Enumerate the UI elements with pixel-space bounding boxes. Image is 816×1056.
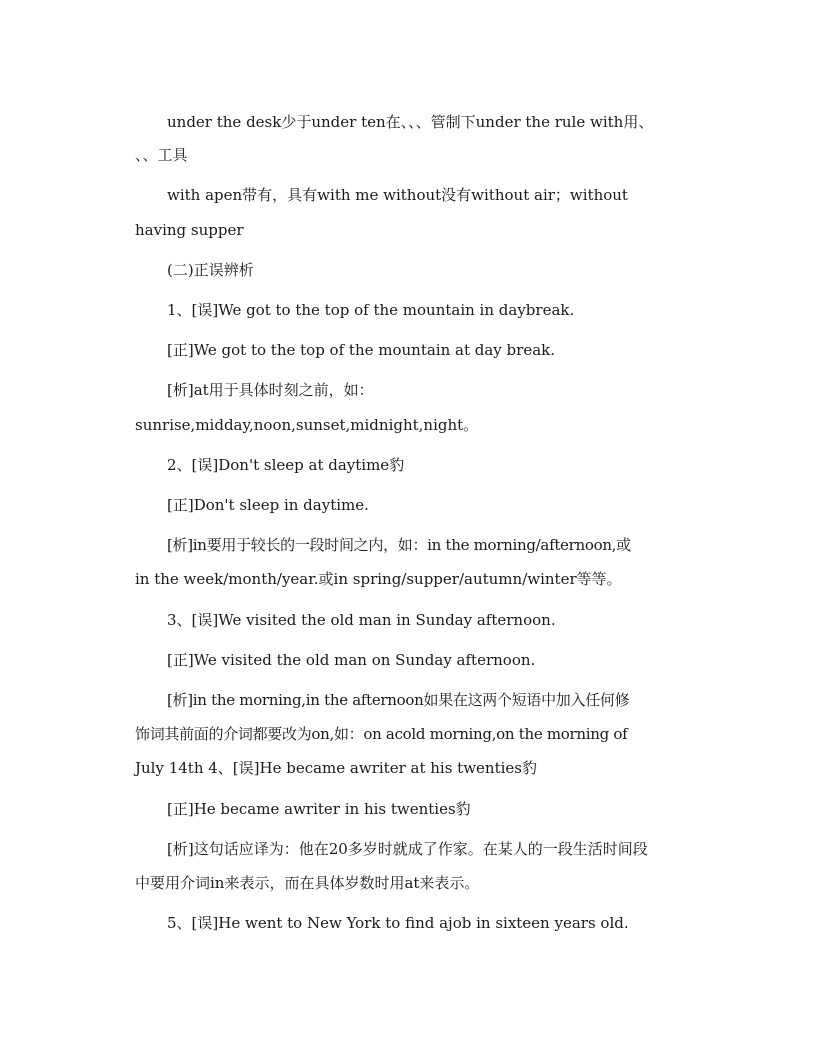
text-line: 饰词其前面的介词都要改为on,如：on acold morning,on the morning of <box>135 725 628 743</box>
section-heading: (二)正误辨析 <box>167 261 254 279</box>
text-line: 3、[误]We visited the old man in Sunday afternoon. <box>167 611 556 629</box>
text-line: 5、[误]He went to New York to find ajob in sixteen years old. <box>167 914 629 932</box>
text-line: under the desk少于under ten在、、、管制下under the rule with用、 <box>167 113 654 131</box>
text-line: 中要用介词in来表示，而在具体岁数时用at来表示。 <box>135 874 480 892</box>
text-line: [析]in the morning,in the afternoon如果在这两个短语中加入任何修 <box>167 691 630 709</box>
text-line: 1、[误]We got to the top of the mountain in daybreak. <box>167 301 575 319</box>
text-line: [正]He became awriter in his twenties豹 <box>167 800 471 818</box>
text-line: July 14th 4、[误]He became awriter at his twenties豹 <box>135 759 537 777</box>
text-line: having supper <box>135 221 244 239</box>
text-line: [析]这句话应译为：他在20多岁时就成了作家。在某人的一段生活时间段 <box>167 840 648 858</box>
text-line: in the week/month/year.或in spring/supper/autumn/winter等等。 <box>135 570 622 588</box>
text-line: [正]We got to the top of the mountain at day break. <box>167 341 555 359</box>
text-line: with apen带有，具有with me without没有without air；without <box>167 186 628 204</box>
text-line: [正]Don't sleep in daytime. <box>167 496 369 514</box>
text-line: 2、[误]Don't sleep at daytime豹 <box>167 456 405 474</box>
text-line: [正]We visited the old man on Sunday afternoon. <box>167 651 536 669</box>
text-line: sunrise,midday,noon,sunset,midnight,night。 <box>135 416 479 434</box>
text-line: [析]at用于具体时刻之前，如： <box>167 381 374 399</box>
text-line: [析]in要用于较长的一段时间之内，如：in the morning/afternoon,或 <box>167 536 631 554</box>
text-line: 、、工具 <box>135 146 188 164</box>
